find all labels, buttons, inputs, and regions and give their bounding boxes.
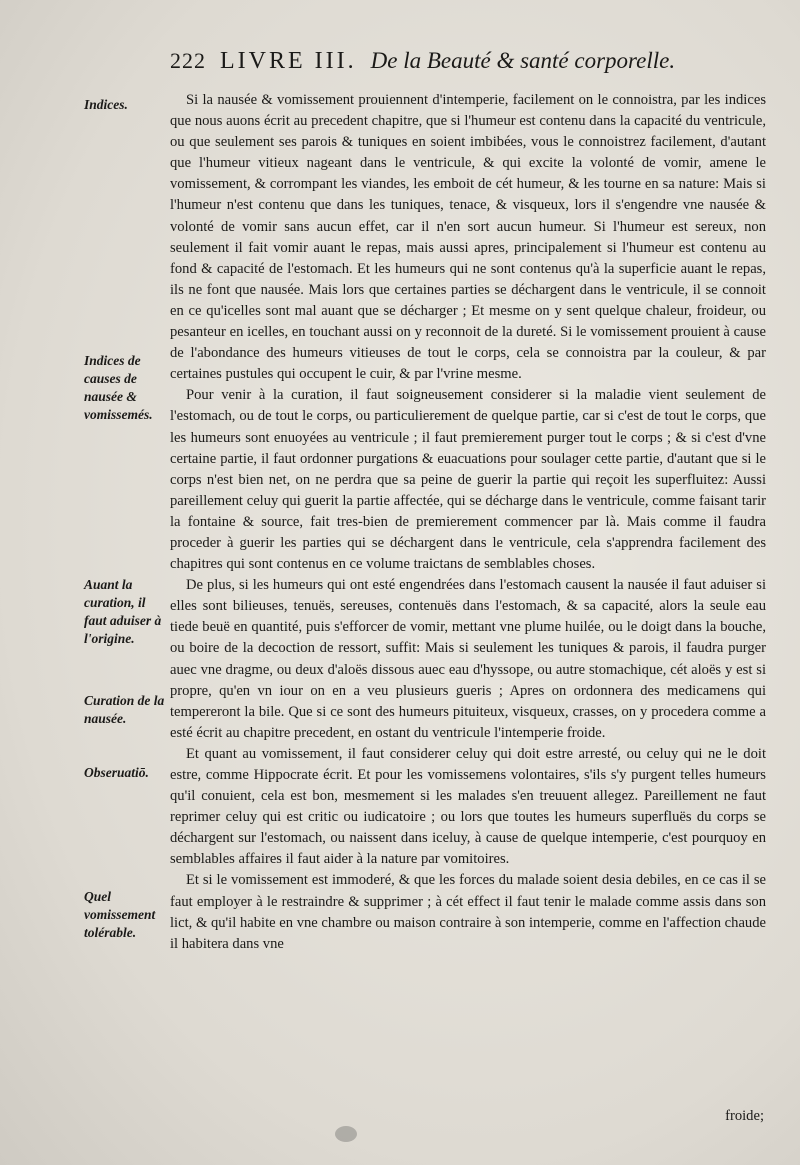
paragraph: Si la nausée & vomissement prouiennent d'intemperie, facilement on le connoistra, par les indices que nous auons écrit au precedent chapitre, que si l'humeur est contenu dans la capacité du ventricule, ou que seulement ses parois & tuniques en soient imbibées, vous le connoistrez facilement, d'autant que l'humeur vitieux nageant dans le ventricule, & qui excite la volonté de vomir, amene le vomissement, & corrompant les viandes, les emboit de cét humeur, & les tourne en sa nature: Mais si l'humeur n'est contenu que dans les tuniques, tenace, & visqueux, lors il s'engendre vne nausée & volonté de vomir sans aucun effet, car il n'en sort aucun humeur. Si l'humeur est sereux, non seulement il fait vomir auant le repas, mais aussi apres, principalement si l'humeur est contenu au fond & capacité de l'estomach. Et les humeurs qui ne sont contenus qu'à la superficie auant le repas, ils ne font que nausée. Mais lors que certaines parties se déchargent dans le ventricule, il se connoit en ce qu'icelles sont mal auant que se décharger ; Et mesme on y sent quelque chaleur, froideur, ou pesanteur en icelles, en touchant aussi on y reconnoit de la dureté. Si le vomissement prouient à cause de l'abondance des humeurs vitieuses de tout le corps, cela se connoistra par la couleur, & par certaines pustules qui occupent le cuir, & par l'vrine mesme. (170, 92, 766, 383)
margin-note-curation: Curation de la nausée. (84, 693, 165, 726)
paragraph: Et quant au vomissement, il faut considerer celuy qui doit estre arresté, ou celuy qui ne le doit estre, comme Hippocrate écrit. Et pour les vomissemens volontaires, s'ils s'y purgent telles humeurs qu'il conuient, cela est bon, mesmement si les malades s'en treuuent allegez. Pareillement ne faut reprimer celuy qui est critic ou iudicatoire ; ou lors que toutes les humeurs superfluës du corps se déchargent sur l'estomach, ou naissent dans iceluy, à cause de quelque intemperie, c'est pourquoy en semblables affaires il faut aider à la nature par vomitoires. (170, 745, 766, 868)
margin-note-indices: Indices. (84, 97, 128, 112)
running-header (170, 48, 770, 82)
book-title: LIVRE III. (220, 48, 357, 74)
margin-note-causes: Indices de causes de nausée & vomissemés. (84, 353, 153, 422)
ink-stain (335, 1126, 357, 1142)
margin-note-vomissement: Quel vomissement tolérable. (84, 889, 156, 940)
paragraph: Pour venir à la curation, il faut soigneusement considerer si la maladie vient seulement de l'estomach, ou de tout le corps, ou particulierement de quelque partie, car si c'est de tout le corps, que les humeurs sont enuoyées au ventricule ; il faut premierement purger tout le corps ; & si c'est d'vne certaine partie, il faut ordonner purgations & euacuations pour soulager cette partie, d'autant que si le corps n'est bien net, on ne perdra que sa peine de guerir la partie qui reçoit les superfluitez: Aussi pareillement celuy qui guerit la partie affectée, qui se décharge dans le ventricule, comme faisant tarir la fontaine & source, fait tres-bien de premierement commencer par là. Mais comme il faudra proceder à guerir les parties qui se déchargent dans le ventricule, cela s'apprendra facilement des chapitres qui sont contenus en ce volume traictans de semblables choses. (170, 387, 766, 573)
margin-note-origine: Auant la curation, il faut aduiser à l'origine. (84, 577, 162, 646)
running-subtitle: De la Beauté & santé corporelle. (370, 48, 676, 73)
paragraph: De plus, si les humeurs qui ont esté engendrées dans l'estomach causent la nausée il faut aduiser si elles sont bilieuses, tenuës, sereuses, contenuës dans l'estomach, & sa capacité, alors la seule eau tiede beuë en quantité, puis s'efforcer de vomir, mettant vne plume huilée, ou le doigt dans la bouche, ou boire de la decoction de ressort, suffit: Mais si seulement les tuniques & parois, il faudra purger auec vne dragme, ou deux d'aloës dissous auec eau d'hyssope, ou autre stomachique, cét aloës y est si propre, qu'en vn iour on en a veu plusieurs gueris ; Apres on ordonnera des medicamens qui tempereront la bile. Que si ce sont des humeurs pituiteux, visqueux, crasses, on y procedera comme a esté écrit au chapitre precedent, en ostant du ventricule l'intemperie froide. (170, 577, 766, 741)
catchword: froide; (725, 1108, 764, 1124)
page-number: 222 (170, 48, 206, 73)
paragraph: Et si le vomissement est immoderé, & que les forces du malade soient desia debiles, en ce cas il se faut employer à le restraindre & supprimer ; à cét effect il faut tenir le malade comme assis dans son lict, & qu'il habite en vne chambre ou maison contraire à son intemperie, comme en l'affection chaude il habitera dans vne (170, 872, 766, 952)
margin-note-observation: Obseruatiō. (84, 765, 149, 780)
body-text (170, 90, 766, 955)
